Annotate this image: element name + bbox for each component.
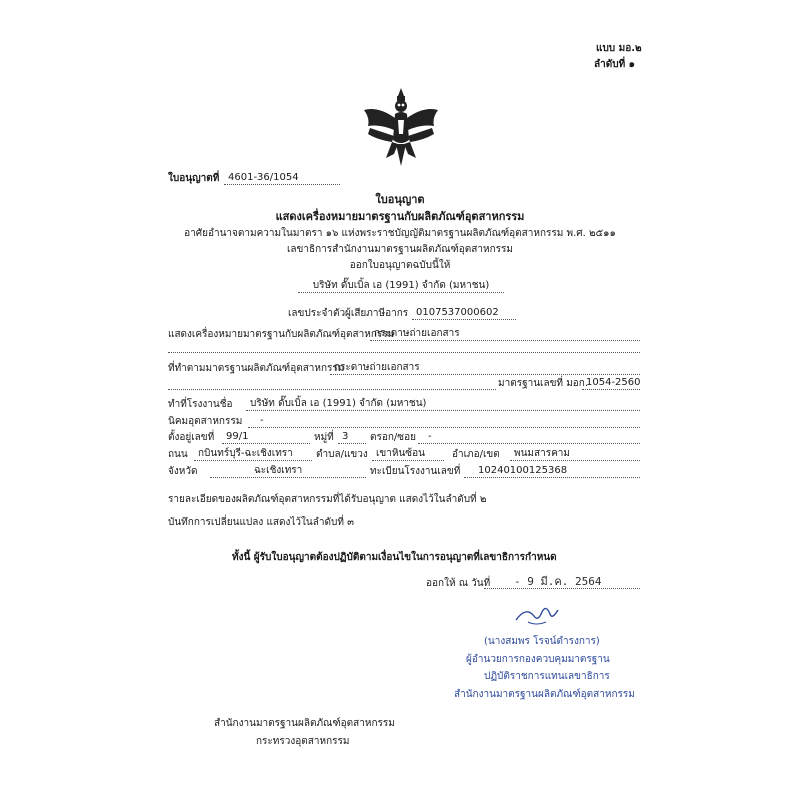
standard-extra-line: [168, 389, 496, 390]
standard-no-label: มาตรฐานเลขที่ มอก.: [498, 378, 589, 389]
subdistrict-value: เขาหินซ้อน: [372, 448, 444, 461]
issue-text: ออกใบอนุญาตฉบับนี้ให้: [349, 260, 451, 271]
product-extra-line: [168, 352, 640, 353]
standard-label: ที่ทำตามมาตรฐานผลิตภัณฑ์อุตสาหกรรม: [168, 363, 345, 374]
moo-value: 3: [338, 431, 366, 444]
product-label: แสดงเครื่องหมายมาตรฐานกับผลิตภัณฑ์อุตสาหกรรม: [168, 329, 395, 340]
footer-ministry: กระทรวงอุตสาหกรรม: [256, 736, 350, 747]
province-label: จังหวัด: [168, 466, 198, 477]
product-value: กระดาษถ่ายเอกสาร: [370, 328, 640, 341]
license-title: ใบอนุญาต: [375, 193, 425, 206]
soi-value: -: [418, 431, 640, 444]
signatory-acting: ปฏิบัติราชการแทนเลขาธิการ: [484, 671, 610, 682]
standard-no-value: 1054-2560: [582, 377, 640, 390]
road-value: กบินทร์บุรี-ฉะเชิงเทรา: [194, 448, 312, 461]
address-no-label: ตั้งอยู่เลขที่: [168, 432, 215, 443]
factory-name-value: บริษัท ดั๊บเบิ้ล เอ (1991) จำกัด (มหาชน): [246, 398, 640, 411]
issued-date: - 9 มี.ค. 2564: [484, 576, 640, 589]
details-note: รายละเอียดของผลิตภัณฑ์อุตสาหกรรมที่ได้รับอนุญาต แสดงไว้ในลำดับที่ ๒: [168, 494, 487, 505]
signatory-position: ผู้อำนวยการกองควบคุมมาตรฐาน: [466, 654, 610, 665]
standard-value: กระดาษถ่ายเอกสาร: [330, 362, 640, 375]
form-code: แบบ มอ.๒: [596, 43, 642, 54]
garuda-emblem-icon: [358, 84, 444, 170]
changes-note: บันทึกการเปลี่ยนแปลง แสดงไว้ในลำดับที่ ๓: [168, 517, 354, 528]
signature-icon: [512, 602, 562, 628]
tax-label: เลขประจำตัวผู้เสียภาษีอากร: [288, 308, 409, 319]
signatory-name: (นางสมพร โรจน์ดำรงการ): [484, 636, 600, 647]
estate-value: -: [248, 415, 640, 428]
tax-value: 0107537000602: [412, 307, 516, 320]
estate-label: นิคมอุตสาหกรรม: [168, 416, 243, 427]
district-label: อำเภอ/เขต: [452, 449, 500, 460]
province-value: ฉะเชิงเทรา: [210, 465, 366, 478]
condition-note: ทั้งนี้ ผู้รับใบอนุญาตต้องปฏิบัติตามเงื่อนไขในการอนุญาตที่เลขาธิการกำหนด: [232, 552, 557, 563]
signatory-office: สำนักงานมาตรฐานผลิตภัณฑ์อุตสาหกรรม: [454, 689, 635, 700]
road-label: ถนน: [168, 449, 188, 460]
reg-label: ทะเบียนโรงงานเลขที่: [370, 466, 461, 477]
moo-label: หมู่ที่: [314, 432, 334, 443]
issued-label: ออกให้ ณ วันที่: [426, 578, 491, 589]
reg-value: 10240100125368: [464, 465, 640, 478]
license-subtitle: แสดงเครื่องหมายมาตรฐานกับผลิตภัณฑ์อุตสาหกรรม: [275, 210, 525, 223]
footer-agency: สำนักงานมาตรฐานผลิตภัณฑ์อุตสาหกรรม: [214, 718, 395, 729]
license-no-label: ใบอนุญาตที่: [168, 173, 220, 184]
form-sequence: ลำดับที่ ๑: [594, 59, 636, 70]
soi-label: ตรอก/ซอย: [370, 432, 416, 443]
authority-text: อาศัยอำนาจตามความในมาตรา ๑๖ แห่งพระราชบัญญัติมาตรฐานผลิตภัณฑ์อุตสาหกรรม พ.ศ. ๒๕๑๑: [184, 228, 616, 239]
issuer-text: เลขาธิการสำนักงานมาตรฐานผลิตภัณฑ์อุตสาหกรรม: [287, 244, 513, 255]
subdistrict-label: ตำบล/แขวง: [316, 449, 368, 460]
license-no-value: 4601-36/1054: [224, 172, 340, 185]
factory-name-label: ทำที่โรงงานชื่อ: [168, 399, 233, 410]
district-value: พนมสารคาม: [510, 448, 640, 461]
address-no-value: 99/1: [222, 431, 310, 444]
company-name: บริษัท ดั๊บเบิ้ล เอ (1991) จำกัด (มหาชน): [298, 280, 504, 293]
